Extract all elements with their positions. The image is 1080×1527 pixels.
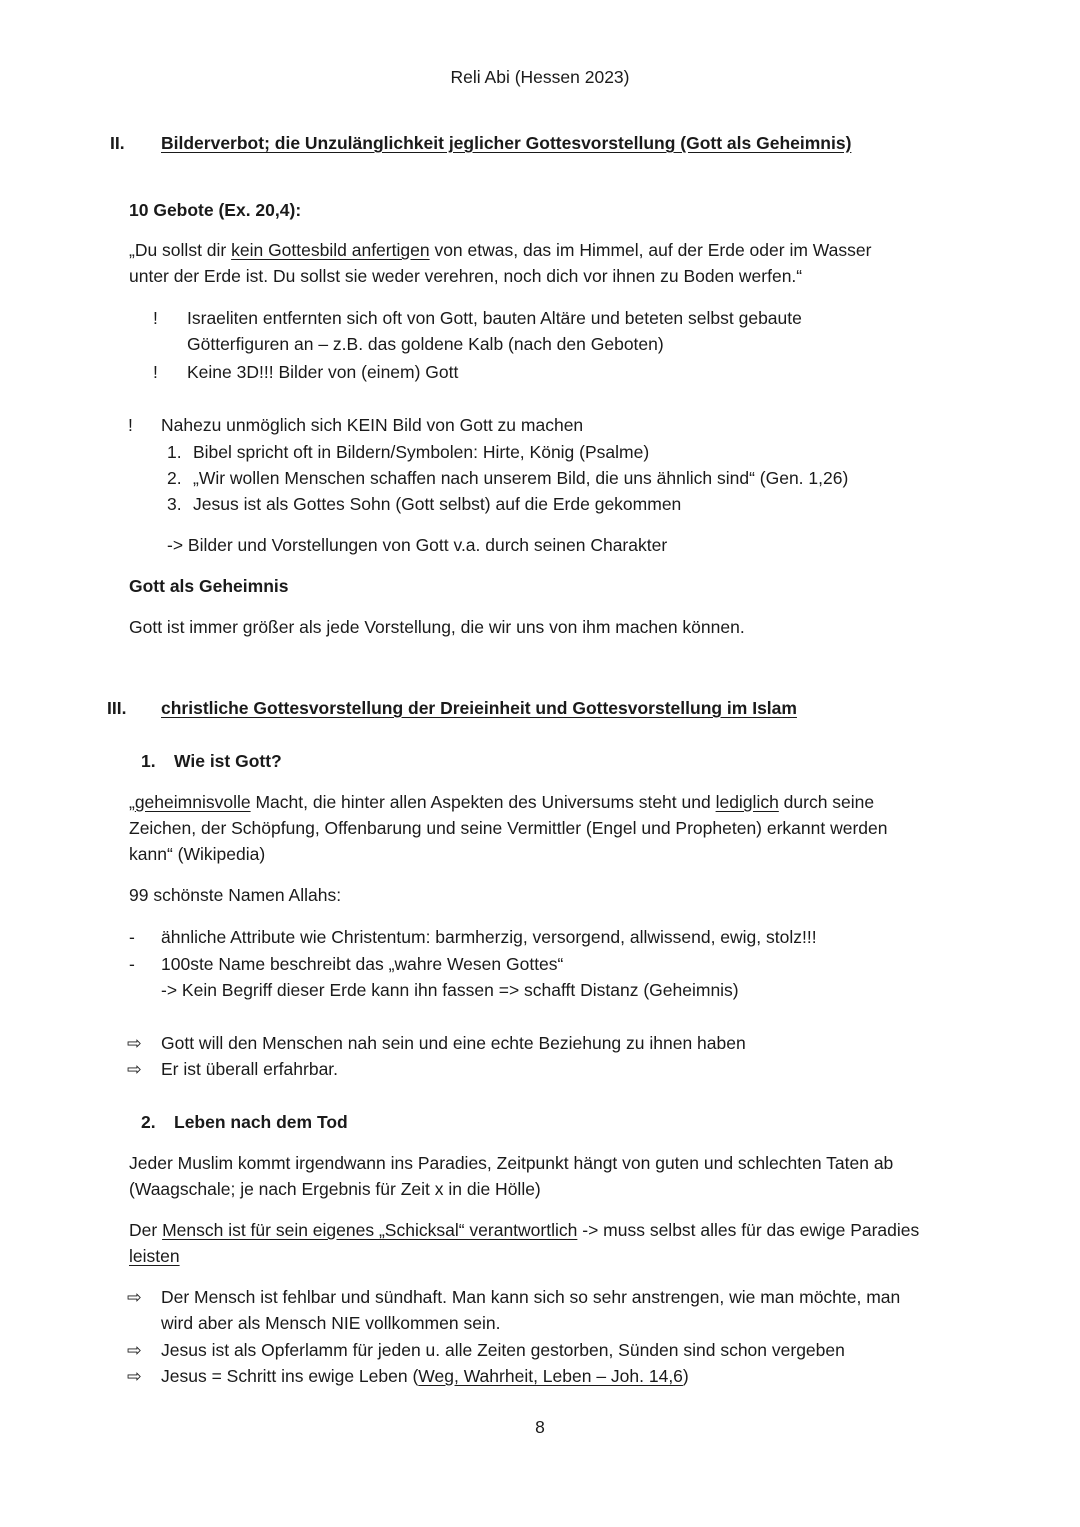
arrow-item-3-line-2: wird aber als Mensch NIE vollkommen sein. [161, 1313, 501, 1333]
commandment-quote-line-2: unter der Erde ist. Du sollst sie weder verehren, noch dich vor ihnen zu Boden werfen.“ [129, 266, 803, 286]
page-header: Reli Abi (Hessen 2023) [450, 67, 630, 87]
dash-item-2: 100ste Name beschreibt das „wahre Wesen Gottes“ [161, 954, 564, 974]
section-3-numeral: III. [107, 698, 127, 718]
section-3-heading: christliche Gottesvorstellung der Dreieinheit und Gottesvorstellung im Islam [161, 698, 797, 718]
section-2-numeral: II. [110, 133, 125, 153]
names-heading: 99 schönste Namen Allahs: [129, 885, 342, 905]
exclamation-marker: ! [153, 308, 158, 328]
paragraph-2-line-1: Der Mensch ist für sein eigenes „Schicksal“ verantwortlich -> muss selbst alles für das ewige Paradies [129, 1220, 920, 1240]
dash-item-2-sub: -> Kein Begriff dieser Erde kann ihn fassen => schafft Distanz (Geheimnis) [161, 980, 739, 1000]
conclusion-line: -> Bilder und Vorstellungen von Gott v.a. durch seinen Charakter [167, 535, 668, 555]
dash-marker: - [129, 927, 135, 947]
arrow-icon: ⇨ [127, 1366, 142, 1386]
paragraph-1-line-1: Jeder Muslim kommt irgendwann ins Paradies, Zeitpunkt hängt von guten und schlechten Taten ab [129, 1153, 894, 1173]
definition-line-1: „geheimnisvolle Macht, die hinter allen Aspekten des Universums steht und lediglich durch seine [129, 792, 875, 812]
arrow-item-5: Jesus = Schritt ins ewige Leben (Weg, Wahrheit, Leben – Joh. 14,6) [161, 1366, 689, 1386]
commandment-quote-line-1: „Du sollst dir kein Gottesbild anfertigen von etwas, das im Himmel, auf der Erde oder im Wasser [129, 240, 872, 260]
exclamation-marker: ! [128, 415, 133, 435]
arrow-item-3-line-1: Der Mensch ist fehlbar und sündhaft. Man kann sich so sehr anstrengen, wie man möchte, man [161, 1287, 901, 1307]
mystery-text: Gott ist immer größer als jede Vorstellung, die wir uns von ihm machen können. [129, 617, 745, 637]
arrow-icon: ⇨ [127, 1287, 142, 1307]
paragraph-2-line-2: leisten [129, 1246, 180, 1266]
exclamation-note-3: Nahezu unmöglich sich KEIN Bild von Gott zu machen [161, 415, 584, 435]
definition-line-2: Zeichen, der Schöpfung, Offenbarung und seine Vermittler (Engel und Propheten) erkannt werden [129, 818, 888, 838]
arrow-icon: ⇨ [127, 1033, 142, 1053]
dash-item-1: ähnliche Attribute wie Christentum: barmherzig, versorgend, allwissend, ewig, stolz!!! [161, 927, 817, 947]
page-number: 8 [535, 1417, 545, 1437]
mystery-heading: Gott als Geheimnis [129, 576, 289, 596]
exclamation-note-2: Keine 3D!!! Bilder von (einem) Gott [187, 362, 459, 382]
section-2-heading: Bilderverbot; die Unzulänglichkeit jeglicher Gottesvorstellung (Gott als Geheimnis) [161, 133, 852, 153]
subsection-1-heading: 1. Wie ist Gott? [141, 751, 282, 771]
list-item: 2. „Wir wollen Menschen schaffen nach unserem Bild, die uns ähnlich sind“ (Gen. 1,26) [167, 468, 849, 488]
exclamation-note-1-line-2: Götterfiguren an – z.B. das goldene Kalb (nach den Geboten) [187, 334, 664, 354]
definition-line-3: kann“ (Wikipedia) [129, 844, 266, 864]
arrow-icon: ⇨ [127, 1059, 142, 1079]
list-item: 3. Jesus ist als Gottes Sohn (Gott selbst) auf die Erde gekommen [167, 494, 682, 514]
commandments-heading: 10 Gebote (Ex. 20,4): [129, 200, 302, 220]
subsection-2-heading: 2. Leben nach dem Tod [141, 1112, 348, 1132]
arrow-item-4: Jesus ist als Opferlamm für jeden u. alle Zeiten gestorben, Sünden sind schon vergeben [161, 1340, 845, 1360]
quote-emphasis: kein Gottesbild anfertigen [231, 240, 430, 260]
paragraph-1-line-2: (Waagschale; je nach Ergebnis für Zeit x in die Hölle) [129, 1179, 541, 1199]
arrow-item-2: Er ist überall erfahrbar. [161, 1059, 339, 1079]
dash-marker: - [129, 954, 135, 974]
arrow-item-1: Gott will den Menschen nah sein und eine echte Beziehung zu ihnen haben [161, 1033, 746, 1053]
list-item: 1. Bibel spricht oft in Bildern/Symbolen: Hirte, König (Psalme) [167, 442, 650, 462]
exclamation-marker: ! [153, 362, 158, 382]
arrow-icon: ⇨ [127, 1340, 142, 1360]
exclamation-note-1-line-1: Israeliten entfernten sich oft von Gott, bauten Altäre und beteten selbst gebaute [187, 308, 802, 328]
